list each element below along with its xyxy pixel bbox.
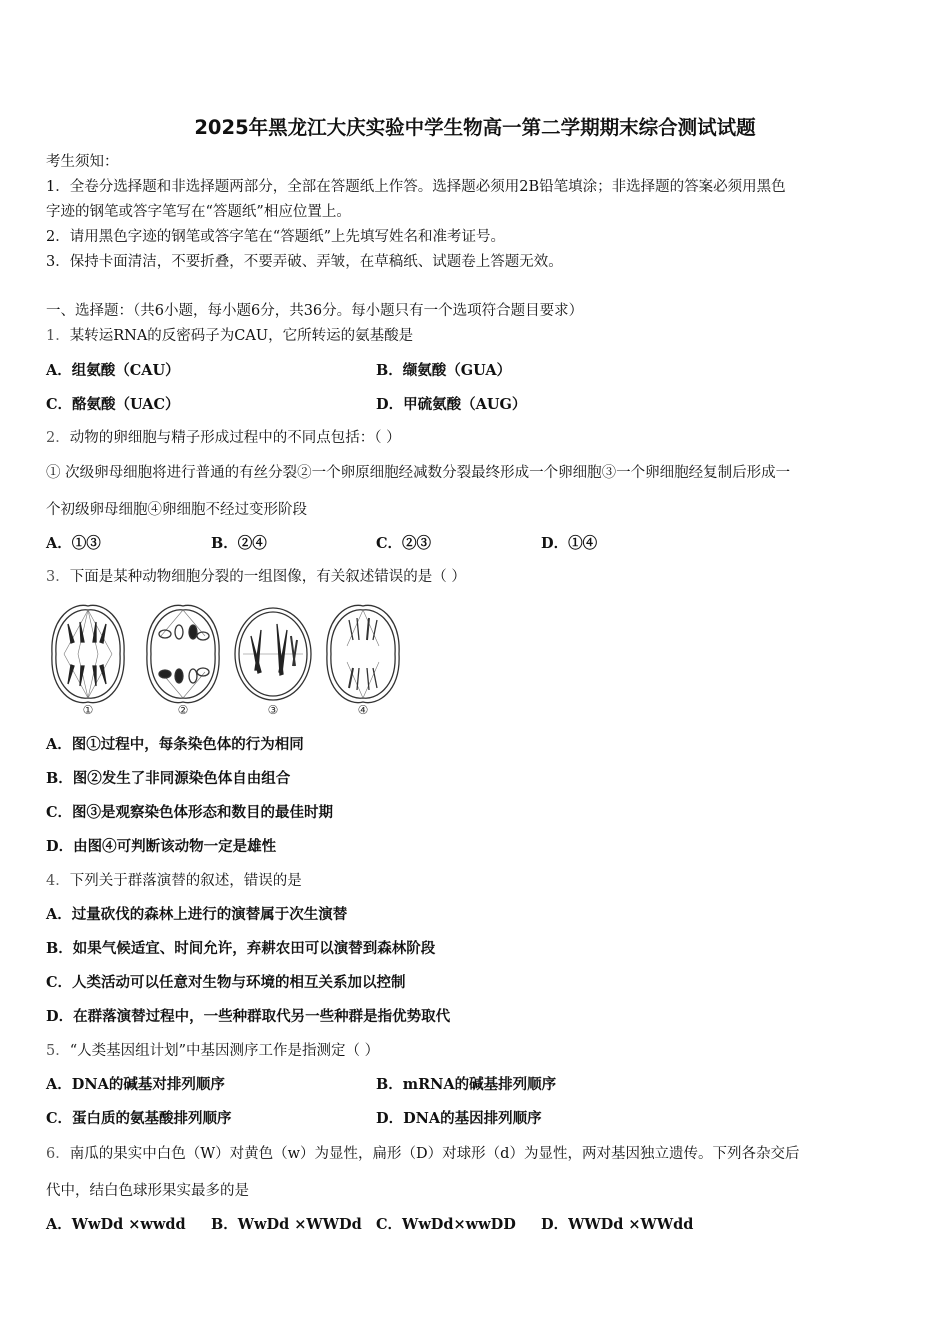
question-3-stem [46, 567, 466, 587]
cell-4-image [327, 605, 399, 702]
notice-heading: 考生须知： [46, 154, 119, 170]
question-4-stem [46, 871, 302, 891]
question-text: 下面是某种动物细胞分裂的一组图像，有关叙述错误的是（ ） [69, 569, 466, 585]
question-number: 4． [46, 873, 70, 889]
q5-option-b[interactable]: B．mRNA的碱基排列顺序 [376, 1076, 557, 1093]
question-5-stem [46, 1041, 379, 1061]
question-text: 动物的卵细胞与精子形成过程中的不同点包括：（ ） [69, 430, 401, 446]
q4-option-c[interactable]: C．人类活动可以任意对生物与环境的相互关系加以控制 [46, 974, 406, 991]
q3-option-b[interactable]: B．图②发生了非同源染色体自由组合 [46, 770, 291, 787]
q4-option-d[interactable]: D．在群落演替过程中，一些种群取代另一些种群是指优势取代 [46, 1008, 451, 1025]
question-6-stem-line-1 [46, 1144, 799, 1164]
question-number: 2． [46, 430, 70, 446]
q3-option-a[interactable]: A．图①过程中，每条染色体的行为相同 [46, 736, 304, 753]
q1-option-b[interactable]: B．缬氨酸（GUA） [376, 362, 512, 379]
q2-detail-line-2: 个初级卵母细胞④卵细胞不经过变形阶段 [46, 502, 307, 518]
question-6-stem-line-2: 代中，结白色球形果实最多的是 [46, 1183, 249, 1199]
notice-item-1-line-1: 1．全卷分选择题和非选择题两部分，全部在答题纸上作答。选择题必须用2B铅笔填涂；非选择题的答案必须用黑色 [46, 179, 786, 195]
q1-option-a[interactable]: A．组氨酸（CAU） [46, 362, 180, 379]
section-heading: 一、选择题：（共6小题，每小题6分，共36分。每小题只有一个选项符合题目要求） [46, 303, 584, 319]
q5-option-a[interactable]: A．DNA的碱基对排列顺序 [46, 1076, 225, 1093]
q2-option-d[interactable]: D．①④ [541, 535, 598, 552]
question-1-stem [46, 326, 413, 346]
figure-label-2: ② [177, 703, 189, 716]
question-text: 南瓜的果实中白色（W）对黄色（w）为显性，扁形（D）对球形（d）为显性，两对基因独立遗传。下列各杂交后 [69, 1146, 800, 1162]
question-2-stem [46, 428, 401, 448]
cell-division-figure [44, 596, 414, 716]
figure-label-3: ③ [267, 703, 279, 716]
q1-option-d[interactable]: D．甲硫氨酸（AUG） [376, 396, 527, 413]
notice-item-3: 3．保持卡面清洁，不要折叠，不要弄破、弄皱，在草稿纸、试题卷上答题无效。 [46, 254, 563, 270]
question-text: 下列关于群落演替的叙述，错误的是 [69, 873, 302, 889]
cell-2-image [147, 605, 219, 702]
page-title: 2025年黑龙江大庆实验中学生物高一第二学期期末综合测试试题 [194, 116, 756, 139]
q6-option-c[interactable]: C．WwDd×wwDD [376, 1216, 516, 1233]
q2-option-b[interactable]: B．②④ [211, 535, 267, 552]
question-text: 某转运RNA的反密码子为CAU，它所转运的氨基酸是 [69, 328, 414, 344]
q2-option-a[interactable]: A．①③ [46, 535, 101, 552]
question-number: 6． [46, 1146, 70, 1162]
notice-item-2: 2．请用黑色字迹的钢笔或答字笔在“答题纸”上先填写姓名和准考证号。 [46, 229, 506, 245]
figure-label-1: ① [82, 703, 94, 716]
cell-1-image [52, 605, 124, 702]
question-number: 1． [46, 328, 70, 344]
q4-option-a[interactable]: A．过量砍伐的森林上进行的演替属于次生演替 [46, 906, 348, 923]
cell-3-image [235, 608, 311, 700]
q3-option-c[interactable]: C．图③是观察染色体形态和数目的最佳时期 [46, 804, 334, 821]
question-number: 5． [46, 1043, 70, 1059]
q2-option-c[interactable]: C．②③ [376, 535, 432, 552]
figure-label-4: ④ [357, 703, 369, 716]
q6-option-d[interactable]: D．WWDd ×WWdd [541, 1216, 694, 1233]
q3-option-d[interactable]: D．由图④可判断该动物一定是雄性 [46, 838, 277, 855]
q5-option-d[interactable]: D．DNA的基因排列顺序 [376, 1110, 542, 1127]
question-text: “人类基因组计划”中基因测序工作是指测定（ ） [69, 1043, 380, 1059]
q5-option-c[interactable]: C．蛋白质的氨基酸排列顺序 [46, 1110, 232, 1127]
q4-option-b[interactable]: B．如果气候适宜、时间允许，弃耕农田可以演替到森林阶段 [46, 940, 436, 957]
question-number: 3． [46, 569, 70, 585]
q2-detail-line-1: ① 次级卵母细胞将进行普通的有丝分裂②一个卵原细胞经减数分裂最终形成一个卵细胞③一个卵细胞经复制后形成一 [46, 465, 791, 481]
notice-item-1-line-2: 字迹的钢笔或答字笔写在“答题纸”相应位置上。 [46, 204, 351, 220]
q1-option-c[interactable]: C．酪氨酸（UAC） [46, 396, 180, 413]
q6-option-a[interactable]: A．WwDd ×wwdd [46, 1216, 186, 1233]
q6-option-b[interactable]: B．WwDd ×WWDd [211, 1216, 362, 1233]
